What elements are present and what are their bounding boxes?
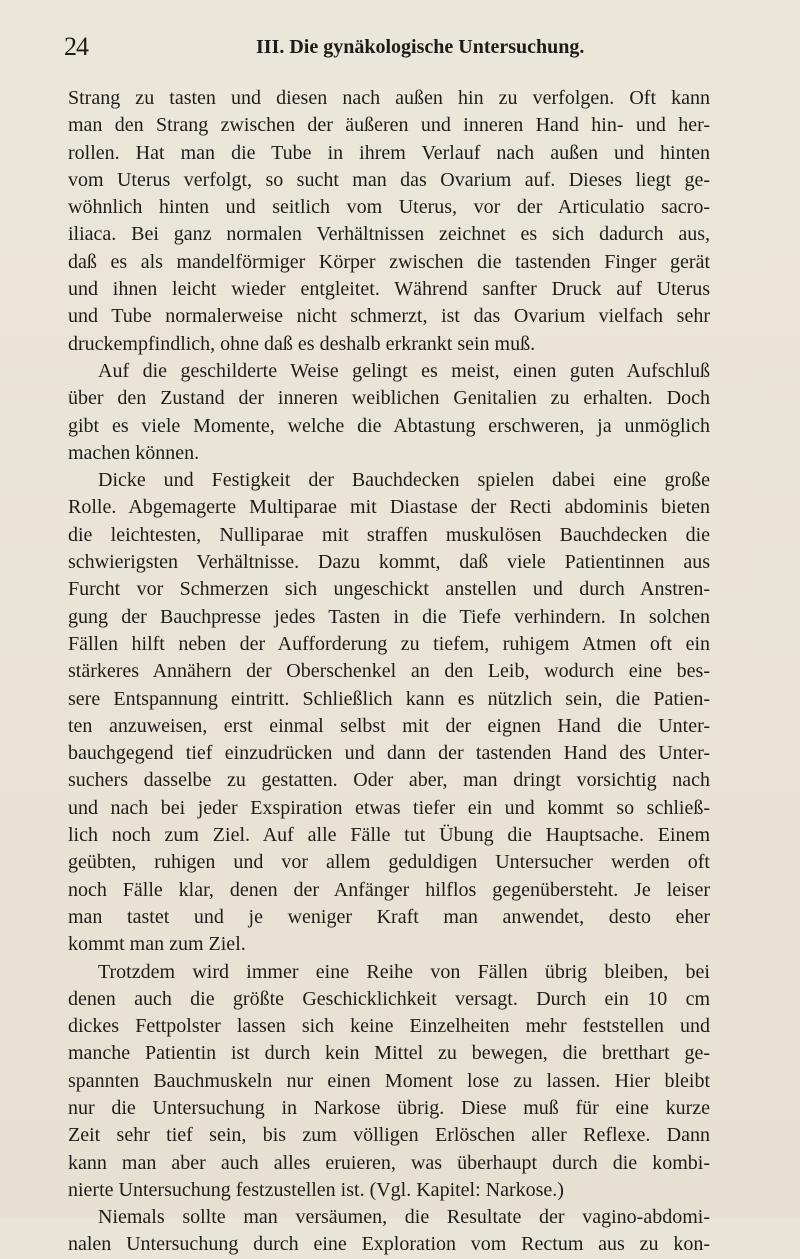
text-line: über den Zustand der inneren weiblichen Genitalien zu erhalten. Doch: [68, 387, 710, 410]
text-line: stärkeres Annähern der Oberschenkel an den Leib, wodurch eine bes-: [68, 660, 710, 683]
text-line: und nach bei jeder Exspiration etwas tiefer ein und kommt so schließ-: [68, 796, 710, 819]
paragraph-end-line: nierte Untersuchung festzustellen ist. (Vgl. Kapitel: Narkose.): [68, 1178, 564, 1201]
text-line: sere Entspannung eintritt. Schließlich kann es nützlich sein, die Patien-: [68, 687, 710, 710]
text-line: geübten, ruhigen und vor allem geduldigen Untersucher werden oft: [68, 851, 710, 874]
text-line: nur die Untersuchung in Narkose übrig. Diese muß für eine kurze: [68, 1096, 710, 1119]
text-line: noch Fälle klar, denen der Anfänger hilflos gegenübersteht. Je leiser: [68, 878, 710, 901]
text-line: Furcht vor Schmerzen sich ungeschickt anstellen und durch Anstren-: [68, 578, 710, 601]
text-line: schwierigsten Verhältnisse. Dazu kommt, daß viele Patientinnen aus: [68, 551, 710, 574]
text-line: manche Patientin ist durch kein Mittel zu bewegen, die bretthart ge-: [68, 1042, 710, 1065]
text-line: man tastet und je weniger Kraft man anwendet, desto eher: [68, 905, 710, 928]
text-line: vom Uterus verfolgt, so sucht man das Ovarium auf. Dieses liegt ge-: [68, 168, 710, 191]
paragraph-end-line: machen können.: [68, 441, 200, 464]
text-line: daß es als mandelförmiger Körper zwischen die tastenden Finger gerät: [68, 250, 710, 273]
paragraph-end-line: druckempfindlich, ohne daß es deshalb erkrankt sein muß.: [68, 332, 536, 355]
text-line: Zeit sehr tief sein, bis zum völligen Erlöschen aller Reflexe. Dann: [68, 1124, 710, 1147]
text-line: die leichtesten, Nulliparae mit straffen muskulösen Bauchdecken die: [68, 523, 710, 546]
text-line: Rolle. Abgemagerte Multiparae mit Diastase der Recti abdominis bieten: [68, 496, 710, 519]
paragraph-end-line: kommt man zum Ziel.: [68, 933, 246, 956]
text-line: bauchgegend tief einzudrücken und dann der tastenden Hand des Unter-: [68, 742, 710, 765]
running-head: III. Die gynäkologische Untersuchung.: [256, 36, 585, 58]
text-line: kann man aber auch alles eruieren, was überhaupt durch die kombi-: [68, 1151, 710, 1174]
text-line: suchers dasselbe zu gestatten. Oder aber, man dringt vorsichtig nach: [68, 769, 710, 792]
text-line: Fällen hilft neben der Aufforderung zu tiefem, ruhigem Atmen oft ein: [68, 632, 710, 655]
page-number: 24: [64, 32, 88, 61]
paragraph-start-line: Dicke und Festigkeit der Bauchdecken spielen dabei eine große: [98, 469, 710, 492]
paragraph-start-line: Trotzdem wird immer eine Reihe von Fällen übrig bleiben, bei: [98, 960, 710, 983]
text-line: wöhnlich hinten und seitlich vom Uterus, vor der Articulatio sacro-: [68, 196, 710, 219]
text-line: denen auch die größte Geschicklichkeit versagt. Durch ein 10 cm: [68, 987, 710, 1010]
text-line: und ihnen leicht wieder entgleitet. Während sanfter Druck auf Uterus: [68, 278, 710, 301]
text-line: nalen Untersuchung durch eine Exploration vom Rectum aus zu kon-: [68, 1233, 710, 1256]
text-line: Strang zu tasten und diesen nach außen hin zu verfolgen. Oft kann: [68, 87, 710, 109]
paragraph-start-line: Niemals sollte man versäumen, die Resultate der vagino-abdomi-: [98, 1206, 710, 1229]
paragraph-start-line: Auf die geschilderte Weise gelingt es meist, einen guten Aufschluß: [98, 359, 710, 382]
text-line: lich noch zum Ziel. Auf alle Fälle tut Übung die Hauptsache. Einem: [68, 824, 710, 847]
page-header: [64, 28, 724, 64]
text-line: gung der Bauchpresse jedes Tasten in die Tiefe verhindern. In solchen: [68, 605, 710, 628]
text-line: gibt es viele Momente, welche die Abtastung erschweren, ja unmöglich: [68, 414, 710, 437]
text-line: und Tube normalerweise nicht schmerzt, ist das Ovarium vielfach sehr: [68, 305, 710, 328]
text-line: iliaca. Bei ganz normalen Verhältnissen zeichnet es sich dadurch aus,: [68, 223, 710, 246]
text-line: dickes Fettpolster lassen sich keine Einzelheiten mehr feststellen und: [68, 1015, 710, 1038]
text-line: spannten Bauchmuskeln nur einen Moment lose zu lassen. Hier bleibt: [68, 1069, 710, 1092]
text-line: rollen. Hat man die Tube in ihrem Verlauf nach außen und hinten: [68, 141, 710, 164]
text-line: man den Strang zwischen der äußeren und inneren Hand hin- und her-: [68, 114, 710, 137]
text-line: ten anzuweisen, erst einmal selbst mit der eignen Hand die Unter-: [68, 714, 710, 737]
body-text: [68, 85, 710, 1259]
